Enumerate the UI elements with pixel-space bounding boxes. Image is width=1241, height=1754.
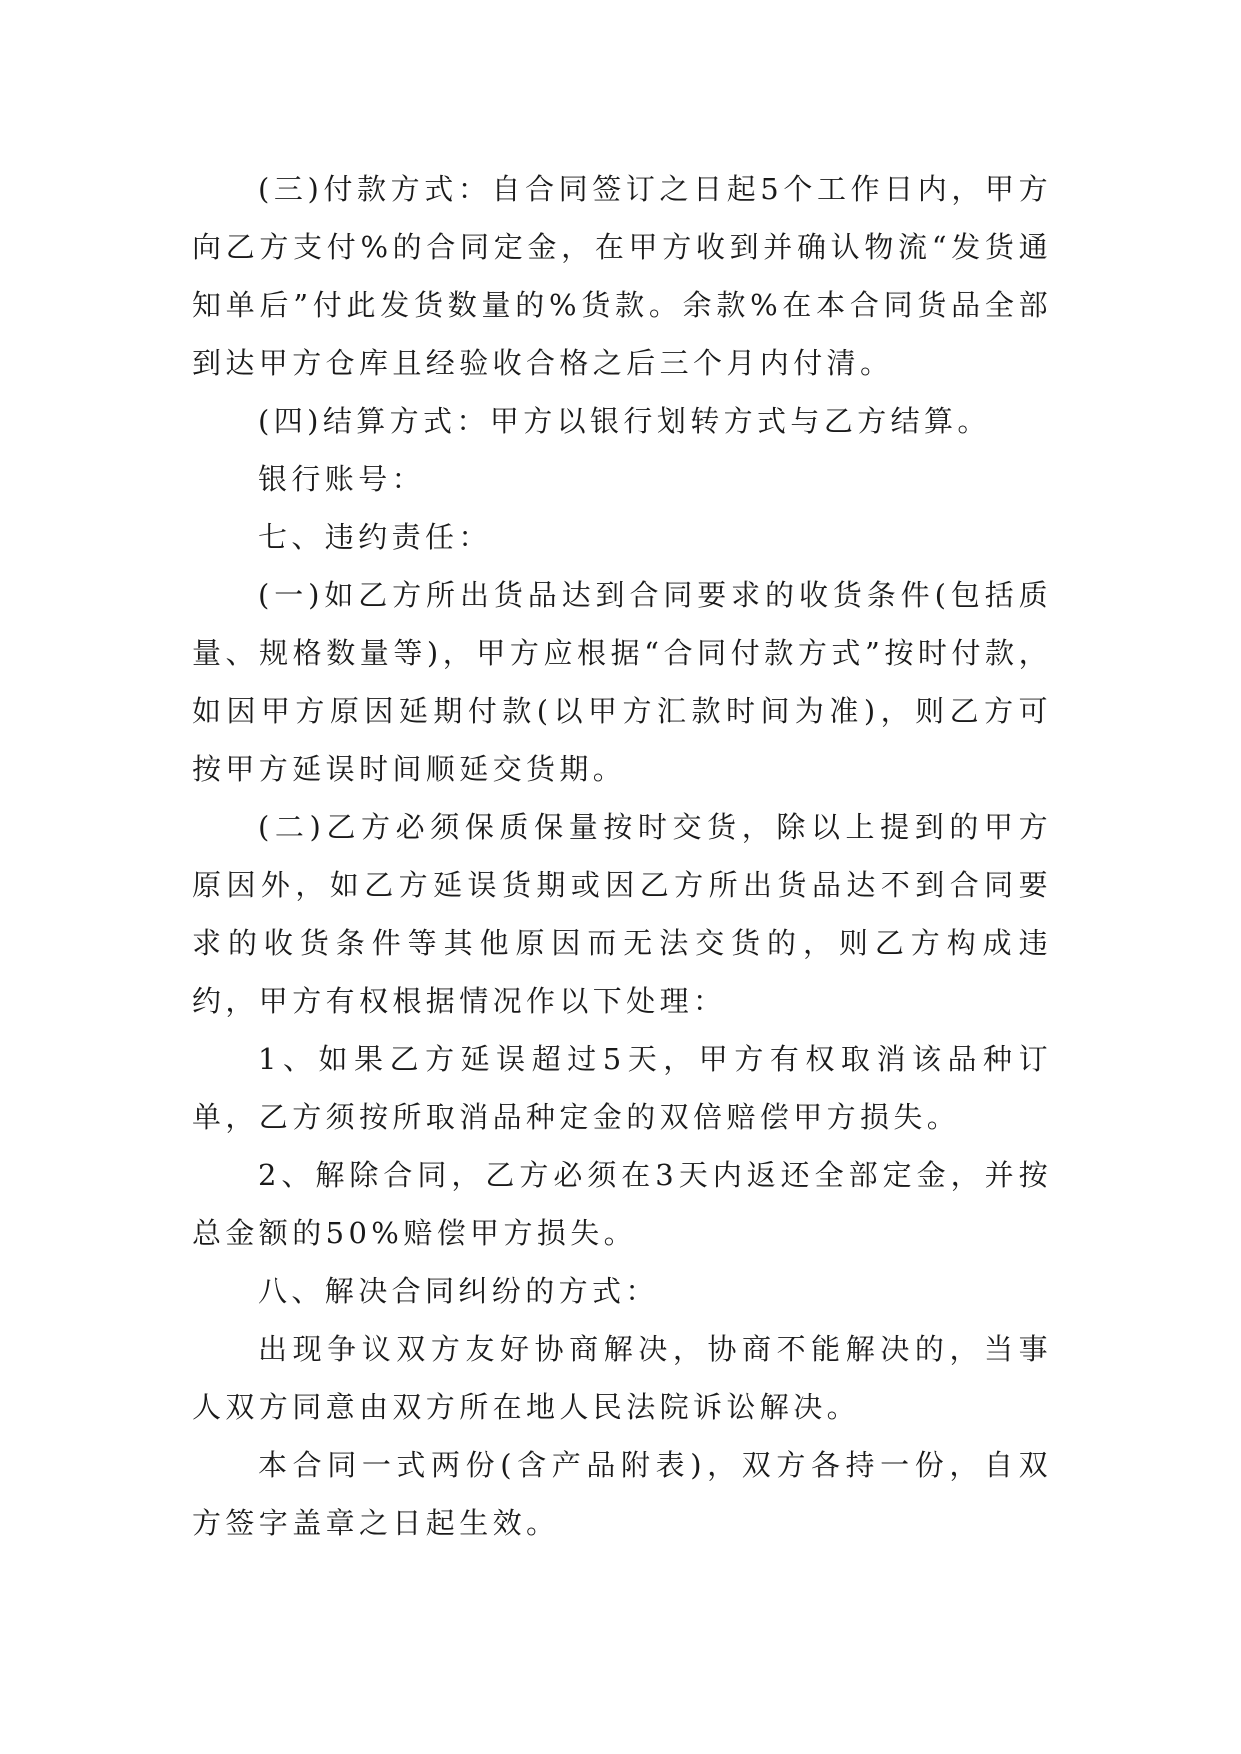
payment-method-paragraph: (三)付款方式：自合同签订之日起5个工作日内，甲方向乙方支付%的合同定金，在甲方收到并确认物流“发货通知单后”付此发货数量的%货款。余款%在本合同货品全部到达甲方仓库且经验收合格之后三个月内付清。 [192, 172, 1052, 380]
settlement-method-paragraph: (四)结算方式：甲方以银行划转方式与乙方结算。 [258, 404, 991, 438]
breach-liability-heading: 七、违约责任： [258, 520, 492, 554]
breach-clause-2-paragraph: (二)乙方必须保质保量按时交货，除以上提到的甲方原因外，如乙方延误货期或因乙方所出货品达不到合同要求的收货条件等其他原因而无法交货的，则乙方构成违约，甲方有权根据情况作以下处理： [192, 810, 1052, 1018]
remedy-item-1-paragraph: 1、如果乙方延误超过5天，甲方有权取消该品种订单，乙方须按所取消品种定金的双倍赔偿甲方损失。 [192, 1042, 1052, 1134]
bank-account-paragraph: 银行账号： [258, 462, 426, 496]
breach-clause-1-paragraph: (一)如乙方所出货品达到合同要求的收货条件(包括质量、规格数量等)，甲方应根据“合同付款方式”按时付款，如因甲方原因延期付款(以甲方汇款时间为准)，则乙方可按甲方延误时间顺延交货期。 [192, 578, 1052, 786]
dispute-resolution-paragraph: 出现争议双方友好协商解决，协商不能解决的，当事人双方同意由双方所在地人民法院诉讼解决。 [192, 1332, 1052, 1424]
contract-copies-paragraph: 本合同一式两份(含产品附表)，双方各持一份，自双方签字盖章之日起生效。 [192, 1448, 1052, 1540]
dispute-resolution-heading: 八、解决合同纠纷的方式： [258, 1274, 659, 1308]
document-body [192, 160, 1052, 1552]
remedy-item-2-paragraph: 2、解除合同，乙方必须在3天内返还全部定金，并按总金额的50%赔偿甲方损失。 [192, 1158, 1052, 1250]
